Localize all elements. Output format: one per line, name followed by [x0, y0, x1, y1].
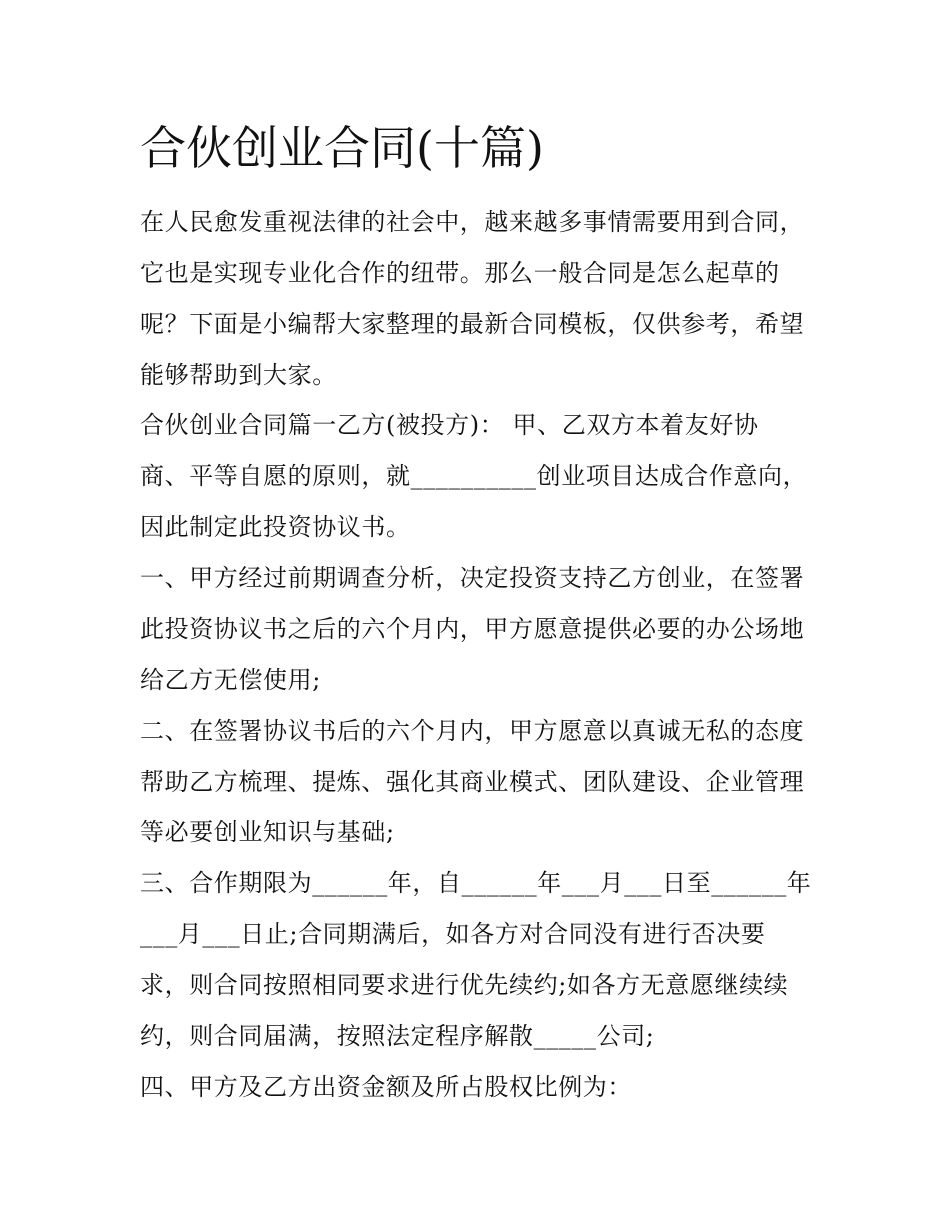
clause-2-line-2: 帮助乙方梳理、提炼、强化其商业模式、团队建设、企业管理: [140, 768, 805, 796]
clause-3-line-4: 约，则合同届满，按照法定程序解散_____公司;: [140, 1022, 655, 1050]
clause-4-line-1: 四、甲方及乙方出资金额及所占股权比例为：: [140, 1073, 632, 1101]
clause-2-line-3: 等必要创业知识与基础;: [140, 818, 395, 846]
intro-line-1: 在人民愈发重视法律的社会中，越来越多事情需要用到合同，: [140, 208, 805, 236]
intro-line-2: 它也是实现专业化合作的纽带。那么一般合同是怎么起草的: [140, 259, 780, 287]
clause-2-line-1: 二、在签署协议书后的六个月内，甲方愿意以真诚无私的态度: [140, 717, 805, 745]
clause-1-line-2: 此投资协议书之后的六个月内，甲方愿意提供必要的办公场地: [140, 615, 805, 643]
clause-3-line-1: 三、合作期限为______年，自______年___月___日至______年: [140, 869, 812, 897]
contract-opening-line-1: 合伙创业合同篇一乙方(被投方)： 甲、乙双方本着友好协: [140, 411, 759, 439]
document-title: 合伙创业合同(十篇): [140, 121, 544, 175]
contract-opening-line-3: 因此制定此投资协议书。: [140, 513, 411, 541]
clause-1-line-3: 给乙方无偿使用;: [140, 666, 321, 694]
clause-1-line-1: 一、甲方经过前期调查分析，决定投资支持乙方创业，在签署: [140, 564, 805, 592]
intro-line-3: 呢？下面是小编帮大家整理的最新合同模板，仅供参考，希望: [140, 310, 805, 338]
intro-line-4: 能够帮助到大家。: [140, 361, 337, 389]
contract-opening-line-2: 商、平等自愿的原则，就__________创业项目达成合作意向，: [140, 462, 808, 490]
clause-3-line-3: 求，则合同按照相同要求进行优先续约;如各方无意愿继续续: [140, 971, 789, 999]
clause-3-line-2: ___月___日止;合同期满后，如各方对合同没有进行否决要: [140, 920, 766, 948]
